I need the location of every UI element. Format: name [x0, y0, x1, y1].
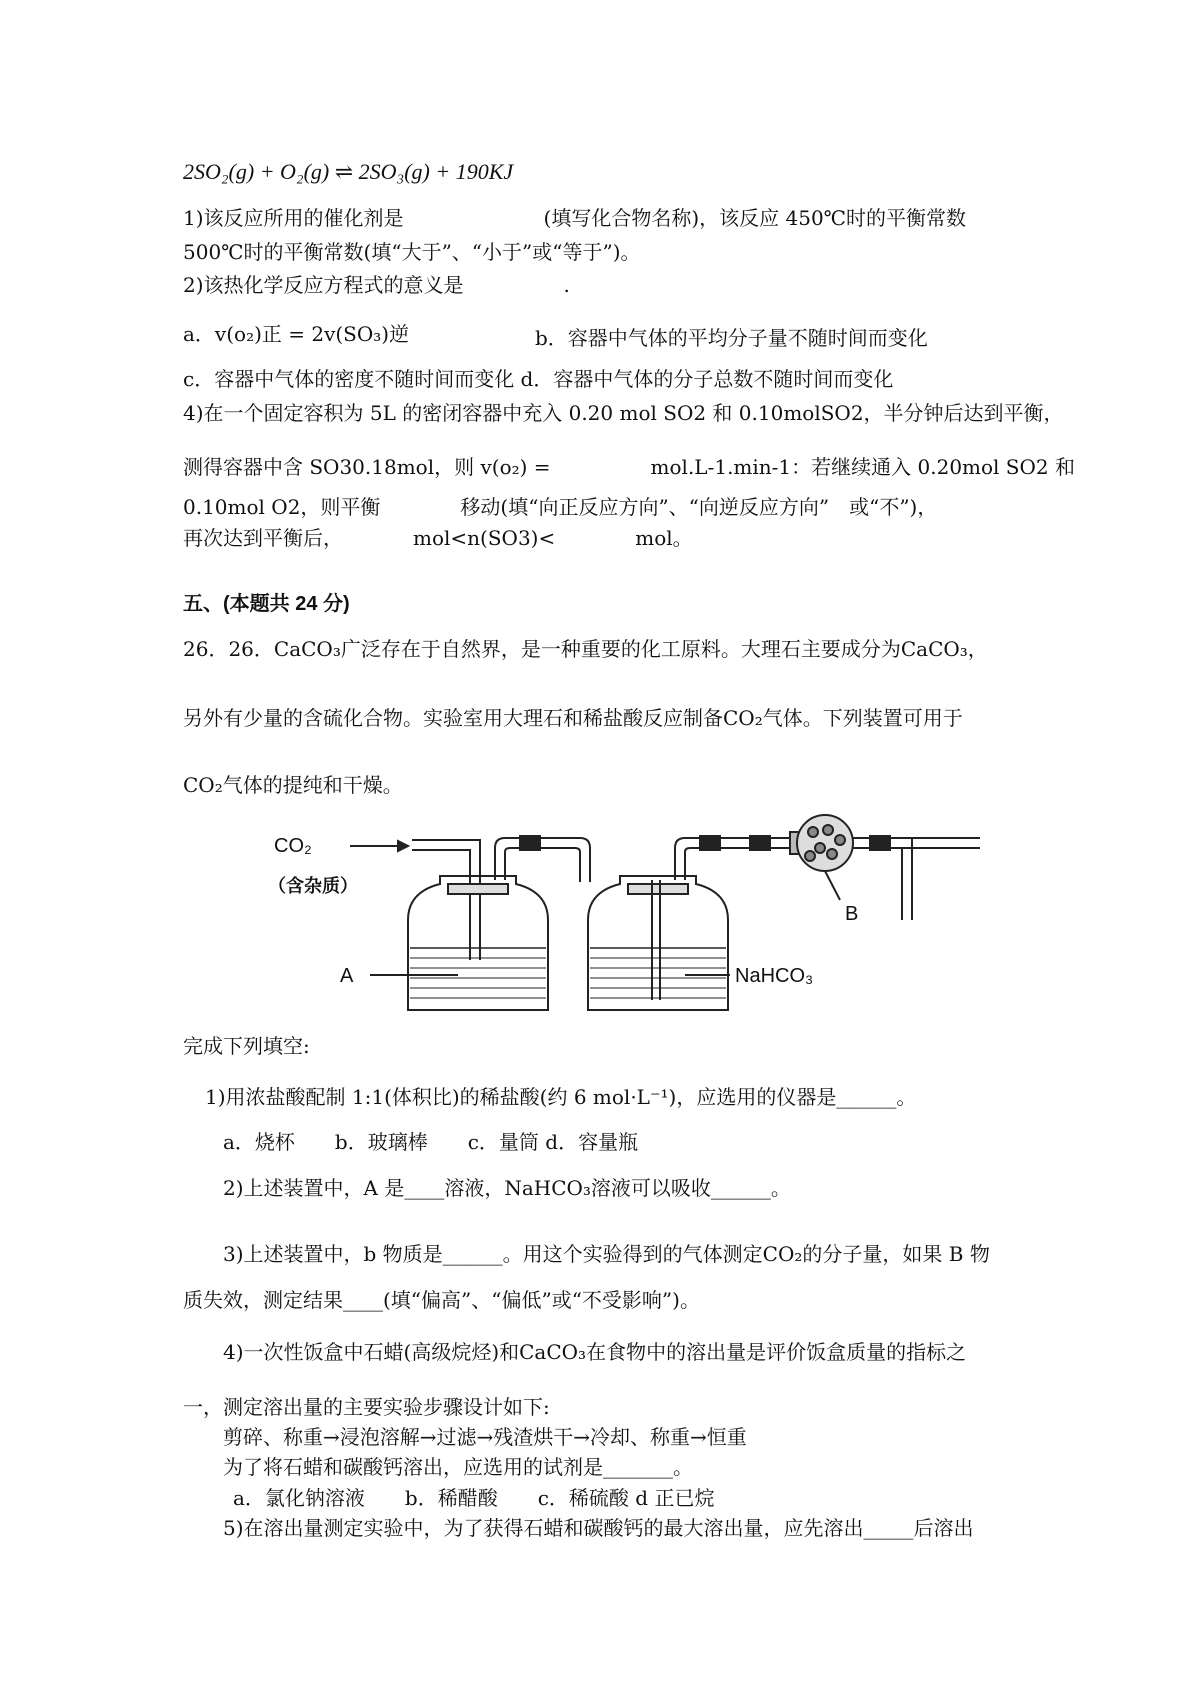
q26-line-2: 另外有少量的含硫化合物。实验室用大理石和稀盐酸反应制备CO₂气体。下列装置可用于	[183, 706, 963, 730]
nahco3-label: NaHCO₃	[735, 965, 814, 987]
part-1: 1)用浓盐酸配制 1:1(体积比)的稀盐酸(约 6 mol·L⁻¹)，应选用的仪器是______。	[205, 1085, 917, 1109]
part-4-line-1: 4)一次性饭盒中石蜡(高级烷烃)和CaCO₃在食物中的溶出量是评价饭盒质量的指标之	[223, 1340, 967, 1364]
q26-line-1: 26．26．CaCO₃广泛存在于自然界，是一种重要的化工原料。大理石主要成分为CaCO₃，	[183, 637, 988, 661]
q4-line-4: 再次达到平衡后， mol<n(SO3)< mol。	[183, 526, 693, 550]
part-3-line-1: 3)上述装置中，b 物质是______。用这个实验得到的气体测定CO₂的分子量，如果 B 物	[223, 1242, 990, 1266]
section-5-heading: 五、(本题共 24 分)	[183, 593, 350, 615]
q3-option-cd: c．容器中气体的密度不随时间而变化 d．容器中气体的分子总数不随时间而变化	[183, 367, 894, 391]
fill-intro: 完成下列填空:	[183, 1034, 310, 1058]
co2-label: CO₂	[274, 835, 312, 857]
part-4-line-3: 为了将石蜡和碳酸钙溶出，应选用的试剂是_______。	[223, 1455, 693, 1479]
part-4-line-2: 一，测定溶出量的主要实验步骤设计如下:	[183, 1395, 550, 1419]
equation: 2SO₂(g) + O₂(g) ⇌ 2SO₃(g) + 190KJ	[183, 159, 514, 184]
drying-tube-b-label: B	[845, 903, 859, 925]
q4-line-1: 4)在一个固定容积为 5L 的密闭容器中充入 0.20 mol SO2 和 0.10molSO2，半分钟后达到平衡，	[183, 401, 1064, 425]
part-2: 2)上述装置中，A 是____溶液，NaHCO₃溶液可以吸收______。	[223, 1176, 791, 1200]
q4-line-2: 测得容器中含 SO30.18mol，则 v(o₂) = mol.L-1.min-1：若继续通入 0.20mol SO2 和	[183, 455, 1075, 479]
part-3-line-2: 质失效，测定结果____(填“偏高”、“偏低”或“不受影响”)。	[183, 1288, 700, 1312]
q2-line: 2)该热化学反应方程式的意义是 .	[183, 273, 570, 297]
part-1-options: a．烧杯 b．玻璃棒 c．量筒 d．容量瓶	[223, 1130, 639, 1154]
q1-line-2: 500℃时的平衡常数(填“大于”、“小于”或“等于”)。	[183, 240, 641, 264]
q3-option-a: a．v(o₂)正 = 2v(SO₃)逆	[183, 322, 410, 346]
bottle-a-label: A	[340, 965, 354, 987]
impurity-label: （含杂质）	[268, 876, 358, 896]
q1-line-1: 1)该反应所用的催化剂是 (填写化合物名称)，该反应 450℃时的平衡常数	[183, 206, 967, 230]
part-5: 5)在溶出量测定实验中，为了获得石蜡和碳酸钙的最大溶出量，应先溶出_____后溶出	[223, 1516, 974, 1540]
q3-option-b: b．容器中气体的平均分子量不随时间而变化	[535, 326, 928, 350]
part-4-steps: 剪碎、称重→浸泡溶解→过滤→残渣烘干→冷却、称重→恒重	[223, 1425, 747, 1449]
q26-line-3: CO₂气体的提纯和干燥。	[183, 773, 403, 797]
apparatus-figure	[268, 820, 930, 1020]
q4-line-3: 0.10mol O2，则平衡 移动(填“向正反应方向”、“向逆反应方向” 或“不”)，	[183, 495, 938, 519]
part-4-options: a．氯化钠溶液 b．稀醋酸 c．稀硫酸 d 正已烷	[233, 1486, 715, 1510]
